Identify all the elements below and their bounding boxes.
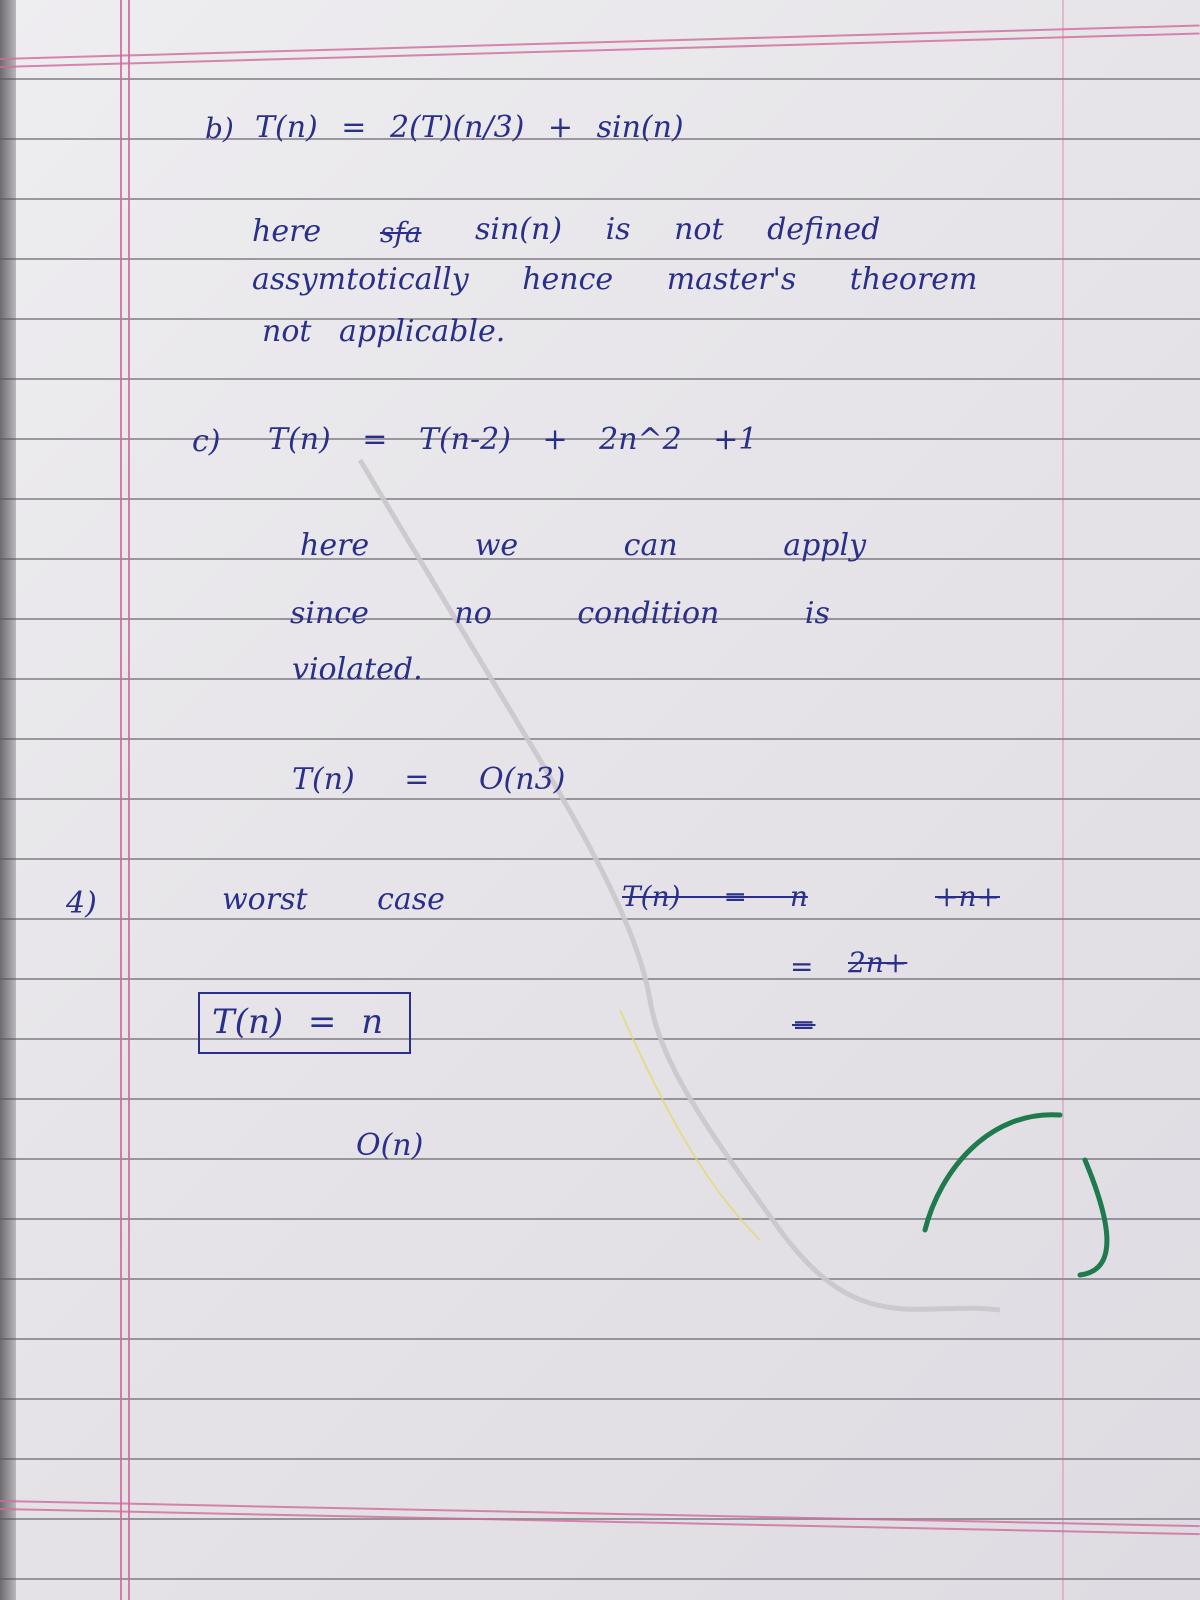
part-c-line2: since no condition is xyxy=(290,596,830,631)
part-b-line3: not applicable. xyxy=(262,314,506,349)
part-b-label: b) xyxy=(205,112,234,145)
part-c-line1: here we can apply xyxy=(300,528,867,563)
highlighter-smudge xyxy=(620,1010,760,1240)
part-c-result: T(n) = O(n3) xyxy=(292,762,566,797)
part-c-equation: T(n) = T(n-2) + 2n^2 +1 xyxy=(268,422,758,457)
part-c-line3: violated. xyxy=(292,652,423,687)
part-c-label: c) xyxy=(192,424,221,459)
part-b-struck-word: sfa xyxy=(380,216,422,249)
question-4-label: 4) xyxy=(66,886,97,921)
part-b-here: here xyxy=(252,214,322,249)
part-b-equation: T(n) = 2(T)(n/3) + sin(n) xyxy=(255,110,684,145)
part-b-line1: sin(n) is not defined xyxy=(475,212,881,247)
struck-derivation-line1-tail: +n+ xyxy=(935,880,1000,913)
grader-mark-arc xyxy=(925,1115,1060,1230)
final-complexity: O(n) xyxy=(356,1128,424,1163)
struck-derivation-line1: T(n) = n xyxy=(622,880,808,913)
grader-mark-hook xyxy=(1080,1160,1107,1275)
struck-derivation-line2: 2n+ xyxy=(848,946,908,979)
derivation-line3-equals: = xyxy=(792,1008,816,1041)
part-b-line2: assymtotically hence master's theorem xyxy=(252,262,978,297)
derivation-line2-equals: = xyxy=(790,950,814,983)
worst-case-heading: worst case xyxy=(222,882,445,917)
boxed-answer: T(n) = n xyxy=(198,992,411,1054)
